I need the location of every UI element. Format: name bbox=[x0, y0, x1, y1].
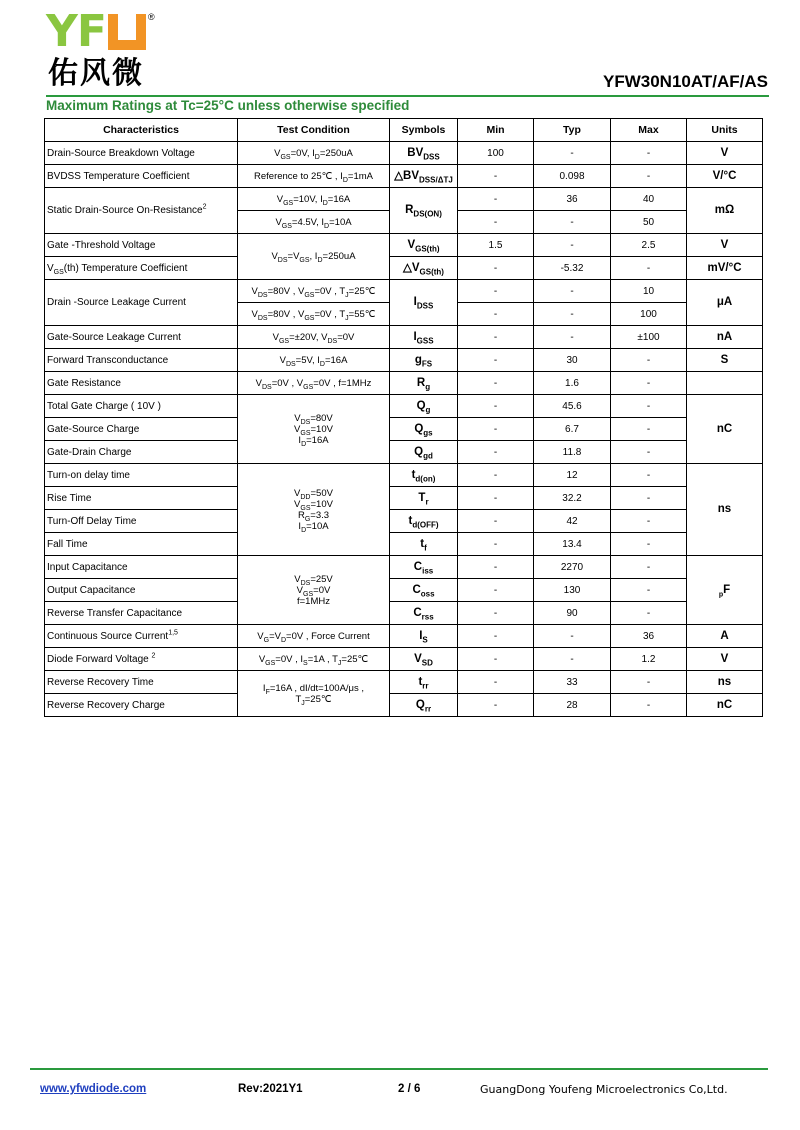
unit-cell: V bbox=[687, 234, 763, 257]
table-row bbox=[45, 372, 763, 395]
characteristic-cell: Drain -Source Leakage Current bbox=[45, 280, 238, 326]
typ-cell: 45.6 bbox=[534, 395, 611, 418]
table-row bbox=[45, 625, 763, 648]
max-cell: ±100 bbox=[611, 326, 687, 349]
characteristic-cell: Static Drain-Source On-Resistance$^2$ bbox=[45, 188, 238, 234]
max-cell: - bbox=[611, 533, 687, 556]
max-cell: 100 bbox=[611, 303, 687, 326]
typ-cell: 0.098 bbox=[534, 165, 611, 188]
max-cell: - bbox=[611, 165, 687, 188]
symbol-cell: $BV_{DSS}$ bbox=[390, 142, 458, 165]
unit-cell: mV/°C bbox=[687, 257, 763, 280]
unit-cell bbox=[687, 372, 763, 395]
condition-cell: $V_{GS}=10V$, $I_D=16A$ bbox=[238, 188, 390, 211]
characteristic-cell: Diode Forward Voltage $^2$ bbox=[45, 648, 238, 671]
symbol-cell: $I_S$ bbox=[390, 625, 458, 648]
characteristic-cell: Drain-Source Breakdown Voltage bbox=[45, 142, 238, 165]
min-cell: - bbox=[458, 510, 534, 533]
max-cell: - bbox=[611, 372, 687, 395]
ratings-table bbox=[44, 118, 763, 717]
symbol-cell: $C_{rss}$ bbox=[390, 602, 458, 625]
typ-cell: 90 bbox=[534, 602, 611, 625]
condition-cell: $V_{DS}=80V$ $V_{GS}=10V$ $I_D=16A$ bbox=[238, 395, 390, 464]
typ-cell: - bbox=[534, 648, 611, 671]
table-row bbox=[45, 418, 763, 441]
characteristic-cell: Gate-Drain Charge bbox=[45, 441, 238, 464]
max-cell: - bbox=[611, 257, 687, 280]
table-row bbox=[45, 165, 763, 188]
typ-cell: - bbox=[534, 234, 611, 257]
min-cell: - bbox=[458, 625, 534, 648]
symbol-cell: $Q_{gs}$ bbox=[390, 418, 458, 441]
typ-cell: 130 bbox=[534, 579, 611, 602]
header-characteristics: Characteristics bbox=[45, 119, 238, 142]
max-cell: - bbox=[611, 349, 687, 372]
characteristic-cell: $V_{GS}(th)$ Temperature Coefficient bbox=[45, 257, 238, 280]
unit-cell: V/°C bbox=[687, 165, 763, 188]
typ-cell: - bbox=[534, 211, 611, 234]
typ-cell: 2270 bbox=[534, 556, 611, 579]
condition-cell: $V_{GS}=\pm 20V$, $V_{DS}=0V$ bbox=[238, 326, 390, 349]
characteristic-cell: Total Gate Charge ( 10V ) bbox=[45, 395, 238, 418]
header-units: Units bbox=[687, 119, 763, 142]
unit-cell: ns bbox=[687, 464, 763, 556]
symbol-cell: $t_f$ bbox=[390, 533, 458, 556]
table-row bbox=[45, 257, 763, 280]
condition-cell: $V_{DS}=V_{GS}$, $I_D=250uA$ bbox=[238, 234, 390, 280]
symbol-cell: $t_{d(on)}$ bbox=[390, 464, 458, 487]
condition-cell: $V_{GS}=0V$, $I_D=250uA$ bbox=[238, 142, 390, 165]
max-cell: - bbox=[611, 510, 687, 533]
max-cell: - bbox=[611, 602, 687, 625]
condition-cell: $V_{DS}=80V$ , $V_{GS}=0V$ , $T_J=55℃$ bbox=[238, 303, 390, 326]
max-cell: - bbox=[611, 464, 687, 487]
section-title: Maximum Ratings at Tc=25°C unless otherwise specified bbox=[46, 98, 410, 113]
max-cell: - bbox=[611, 441, 687, 464]
footer-rule bbox=[30, 1068, 768, 1070]
characteristic-cell: Turn-on delay time bbox=[45, 464, 238, 487]
condition-cell: $V_{DS}=80V$ , $V_{GS}=0V$ , $T_J=25℃$ bbox=[238, 280, 390, 303]
typ-cell: 13.4 bbox=[534, 533, 611, 556]
table-row bbox=[45, 602, 763, 625]
min-cell: - bbox=[458, 303, 534, 326]
max-cell: - bbox=[611, 671, 687, 694]
min-cell: - bbox=[458, 694, 534, 717]
min-cell: - bbox=[458, 579, 534, 602]
min-cell: - bbox=[458, 211, 534, 234]
condition-cell: Reference to 25℃ , $I_D=1mA$ bbox=[238, 165, 390, 188]
typ-cell: 36 bbox=[534, 188, 611, 211]
min-cell: - bbox=[458, 487, 534, 510]
table-row bbox=[45, 579, 763, 602]
symbol-cell: $R_g$ bbox=[390, 372, 458, 395]
unit-cell: V bbox=[687, 648, 763, 671]
table-row bbox=[45, 188, 763, 211]
characteristic-cell: Gate-Source Charge bbox=[45, 418, 238, 441]
min-cell: - bbox=[458, 464, 534, 487]
symbol-cell: $\triangle BV_{DSS/\Delta TJ}$ bbox=[390, 165, 458, 188]
page-number: 2 / 6 bbox=[398, 1083, 421, 1095]
unit-cell: A bbox=[687, 625, 763, 648]
table-header-row bbox=[45, 119, 763, 142]
symbol-cell: $Q_{rr}$ bbox=[390, 694, 458, 717]
max-cell: 40 bbox=[611, 188, 687, 211]
min-cell: 1.5 bbox=[458, 234, 534, 257]
symbol-cell: $I_{DSS}$ bbox=[390, 280, 458, 326]
min-cell: - bbox=[458, 648, 534, 671]
table-row bbox=[45, 142, 763, 165]
unit-cell: nC bbox=[687, 395, 763, 464]
logo-mark bbox=[46, 6, 146, 57]
characteristic-cell: Gate -Threshold Voltage bbox=[45, 234, 238, 257]
max-cell: - bbox=[611, 418, 687, 441]
condition-cell: $V_{GS}=0V$ , $I_S=1A$ , $T_J=25℃$ bbox=[238, 648, 390, 671]
header-test-condition: Test Condition bbox=[238, 119, 390, 142]
table-row bbox=[45, 694, 763, 717]
header-max: Max bbox=[611, 119, 687, 142]
characteristic-cell: Continuous Source Current$^{1,5}$ bbox=[45, 625, 238, 648]
max-cell: - bbox=[611, 487, 687, 510]
table-row bbox=[45, 556, 763, 579]
characteristic-cell: Output Capacitance bbox=[45, 579, 238, 602]
max-cell: 36 bbox=[611, 625, 687, 648]
characteristic-cell: Input Capacitance bbox=[45, 556, 238, 579]
company-logo bbox=[46, 6, 156, 92]
table-row bbox=[45, 441, 763, 464]
max-cell: - bbox=[611, 142, 687, 165]
company-name: GuangDong Youfeng Microelectronics Co,Ltd. bbox=[480, 1083, 728, 1096]
symbol-cell: $\triangle V_{GS(th)}$ bbox=[390, 257, 458, 280]
typ-cell: 32.2 bbox=[534, 487, 611, 510]
typ-cell: 1.6 bbox=[534, 372, 611, 395]
table-row bbox=[45, 510, 763, 533]
min-cell: - bbox=[458, 441, 534, 464]
table-row bbox=[45, 487, 763, 510]
min-cell: - bbox=[458, 372, 534, 395]
logo-chinese-name: 佑风微 bbox=[48, 56, 144, 91]
max-cell: - bbox=[611, 556, 687, 579]
table-row bbox=[45, 280, 763, 303]
unit-cell: nC bbox=[687, 694, 763, 717]
min-cell: - bbox=[458, 349, 534, 372]
min-cell: - bbox=[458, 280, 534, 303]
condition-cell: $V_{DS}=5V$, $I_D=16A$ bbox=[238, 349, 390, 372]
min-cell: - bbox=[458, 257, 534, 280]
header-rule bbox=[46, 95, 769, 97]
characteristic-cell: Gate-Source Leakage Current bbox=[45, 326, 238, 349]
header-symbols: Symbols bbox=[390, 119, 458, 142]
unit-cell: μA bbox=[687, 280, 763, 326]
unit-cell: mΩ bbox=[687, 188, 763, 234]
typ-cell: 33 bbox=[534, 671, 611, 694]
table-row bbox=[45, 464, 763, 487]
table-row bbox=[45, 349, 763, 372]
typ-cell: 42 bbox=[534, 510, 611, 533]
min-cell: 100 bbox=[458, 142, 534, 165]
symbol-cell: $g_{FS}$ bbox=[390, 349, 458, 372]
max-cell: 2.5 bbox=[611, 234, 687, 257]
typ-cell: - bbox=[534, 280, 611, 303]
logo-u-mark bbox=[108, 14, 146, 50]
condition-cell: $V_{DS}=25V$ $V_{GS}=0V$ f=1MHz bbox=[238, 556, 390, 625]
typ-cell: 30 bbox=[534, 349, 611, 372]
symbol-cell: $C_{iss}$ bbox=[390, 556, 458, 579]
max-cell: 50 bbox=[611, 211, 687, 234]
symbol-cell: $V_{SD}$ bbox=[390, 648, 458, 671]
typ-cell: 12 bbox=[534, 464, 611, 487]
max-cell: 10 bbox=[611, 280, 687, 303]
characteristic-cell: Rise Time bbox=[45, 487, 238, 510]
min-cell: - bbox=[458, 395, 534, 418]
condition-cell: $V_G=V_D=0V$ , Force Current bbox=[238, 625, 390, 648]
min-cell: - bbox=[458, 188, 534, 211]
min-cell: - bbox=[458, 165, 534, 188]
condition-cell: $I_F=16A$ , dI/dt=100A/μs , $T_J=25℃$ bbox=[238, 671, 390, 717]
unit-cell: $_p$F bbox=[687, 556, 763, 625]
table-row bbox=[45, 671, 763, 694]
part-number: YFW30N10AT/AF/AS bbox=[603, 72, 768, 91]
characteristic-cell: Turn-Off Delay Time bbox=[45, 510, 238, 533]
revision-label: Rev:2021Y1 bbox=[238, 1083, 303, 1095]
typ-cell: 28 bbox=[534, 694, 611, 717]
max-cell: - bbox=[611, 694, 687, 717]
symbol-cell: $V_{GS(th)}$ bbox=[390, 234, 458, 257]
website-link[interactable]: www.yfwdiode.com bbox=[40, 1083, 147, 1095]
condition-cell: $V_{GS}=4.5V$, $I_D=10A$ bbox=[238, 211, 390, 234]
characteristic-cell: BVDSS Temperature Coefficient bbox=[45, 165, 238, 188]
characteristic-cell: Gate Resistance bbox=[45, 372, 238, 395]
unit-cell: V bbox=[687, 142, 763, 165]
typ-cell: - bbox=[534, 326, 611, 349]
table-row bbox=[45, 395, 763, 418]
max-cell: 1.2 bbox=[611, 648, 687, 671]
table-row bbox=[45, 326, 763, 349]
typ-cell: - bbox=[534, 303, 611, 326]
symbol-cell: $t_{rr}$ bbox=[390, 671, 458, 694]
unit-cell: ns bbox=[687, 671, 763, 694]
symbol-cell: $Q_{gd}$ bbox=[390, 441, 458, 464]
symbol-cell: $I_{GSS}$ bbox=[390, 326, 458, 349]
max-cell: - bbox=[611, 395, 687, 418]
condition-cell: $V_{DD}=50V$ $V_{GS}=10V$ $R_G=3.3$ $I_D=10A$ bbox=[238, 464, 390, 556]
symbol-cell: $Q_g$ bbox=[390, 395, 458, 418]
symbol-cell: $C_{oss}$ bbox=[390, 579, 458, 602]
characteristic-cell: Forward Transconductance bbox=[45, 349, 238, 372]
min-cell: - bbox=[458, 602, 534, 625]
min-cell: - bbox=[458, 671, 534, 694]
min-cell: - bbox=[458, 556, 534, 579]
characteristic-cell: Reverse Recovery Time bbox=[45, 671, 238, 694]
symbol-cell: $T_r$ bbox=[390, 487, 458, 510]
characteristic-cell: Reverse Recovery Charge bbox=[45, 694, 238, 717]
characteristic-cell: Reverse Transfer Capacitance bbox=[45, 602, 238, 625]
header-typ: Typ bbox=[534, 119, 611, 142]
table-row bbox=[45, 648, 763, 671]
min-cell: - bbox=[458, 533, 534, 556]
typ-cell: 6.7 bbox=[534, 418, 611, 441]
symbol-cell: $R_{DS(ON)}$ bbox=[390, 188, 458, 234]
table-row bbox=[45, 533, 763, 556]
condition-cell: $V_{DS}=0V$ , $V_{GS}=0V$ , f=1MHz bbox=[238, 372, 390, 395]
typ-cell: - bbox=[534, 625, 611, 648]
table-row bbox=[45, 234, 763, 257]
min-cell: - bbox=[458, 418, 534, 441]
registered-mark: ® bbox=[148, 12, 155, 22]
symbol-cell: $t_{d(OFF)}$ bbox=[390, 510, 458, 533]
typ-cell: - bbox=[534, 142, 611, 165]
logo-letters: YF bbox=[46, 6, 106, 57]
unit-cell: S bbox=[687, 349, 763, 372]
typ-cell: -5.32 bbox=[534, 257, 611, 280]
unit-cell: nA bbox=[687, 326, 763, 349]
header-min: Min bbox=[458, 119, 534, 142]
min-cell: - bbox=[458, 326, 534, 349]
typ-cell: 11.8 bbox=[534, 441, 611, 464]
characteristic-cell: Fall Time bbox=[45, 533, 238, 556]
max-cell: - bbox=[611, 579, 687, 602]
